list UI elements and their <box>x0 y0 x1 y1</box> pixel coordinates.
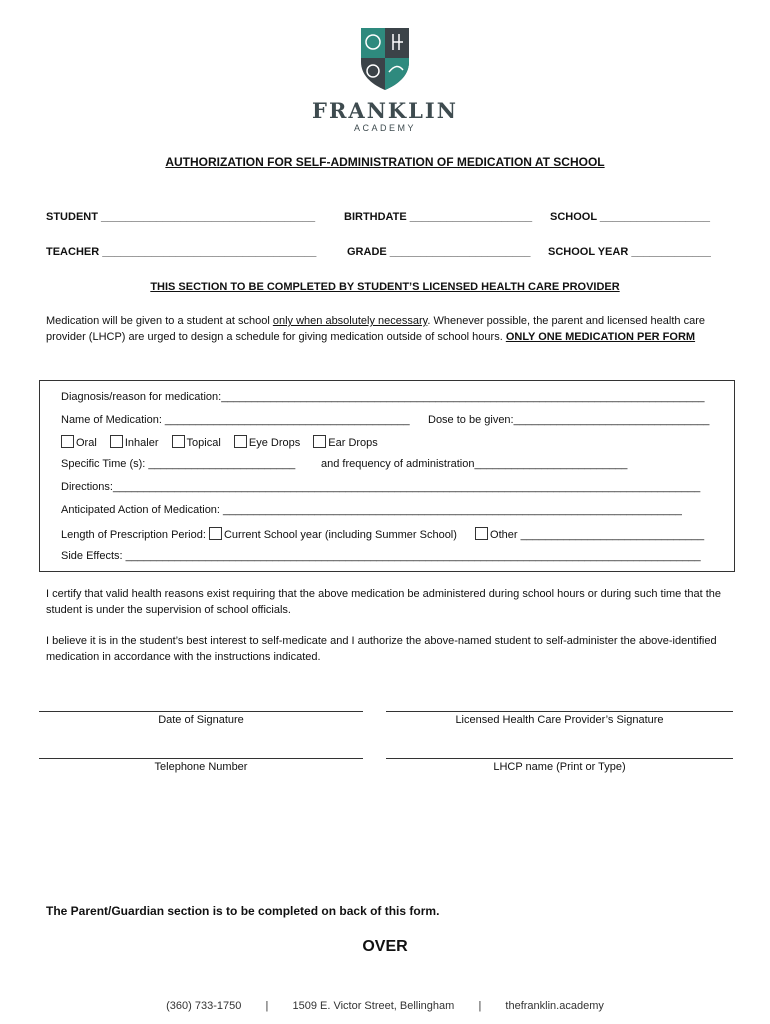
diagnosis-field[interactable]: Diagnosis/reason for medication:_______________________________________________________________________________ <box>61 391 705 403</box>
footer-address: 1509 E. Victor Street, Bellingham <box>292 1000 455 1012</box>
school-year-field[interactable]: SCHOOL YEAR _____________ <box>548 246 711 258</box>
prescription-period-row <box>61 527 704 541</box>
checkbox-icon[interactable] <box>172 435 185 448</box>
prescription-period-label: Length of Prescription Period: <box>61 529 206 541</box>
lhcp-name-line[interactable] <box>386 758 733 759</box>
school-field[interactable]: SCHOOL __________________ <box>550 211 711 223</box>
birthdate-field[interactable]: BIRTHDATE ____________________ <box>344 211 533 223</box>
teacher-field[interactable]: TEACHER ___________________________________ <box>46 246 317 258</box>
side-effects-field[interactable]: Side Effects: ______________________________________________________________________________________________ <box>61 550 701 562</box>
brand-name: FRANKLIN <box>312 98 458 123</box>
route-label: Inhaler <box>124 437 159 449</box>
telephone-line[interactable] <box>39 758 363 759</box>
footer <box>0 1000 770 1012</box>
route-label: Oral <box>76 437 97 449</box>
route-options <box>61 435 388 449</box>
intro-underlined: only when absolutely necessary <box>272 315 428 327</box>
certify-paragraph: I certify that valid health reasons exist requiring that the above medication be administered during school hours or during such time that the student is under the supervision of school officials. <box>46 588 722 616</box>
route-label: Ear Drops <box>328 437 378 449</box>
specific-time-field[interactable]: Specific Time (s): ________________________ <box>61 458 296 470</box>
date-signature-line[interactable] <box>39 711 363 712</box>
frequency-field[interactable]: and frequency of administration_________________________ <box>321 458 628 470</box>
anticipated-action-field[interactable]: Anticipated Action of Medication: ___________________________________________________________________________ <box>61 504 682 516</box>
academy-logo <box>320 24 450 95</box>
footer-phone: (360) 733-1750 <box>166 1000 242 1012</box>
lhcp-signature-line[interactable] <box>386 711 733 712</box>
footer-separator: | <box>478 1000 482 1012</box>
directions-field[interactable]: Directions:________________________________________________________________________________________________ <box>61 481 701 493</box>
route-oral[interactable] <box>61 435 97 449</box>
intro-text-2: . Whenever possible, the parent and licensed health care provider (LHCP) are urged to design a schedule for giving medication outside of school hours. <box>46 315 705 343</box>
section-heading: THIS SECTION TO BE COMPLETED BY STUDENT’S LICENSED HEALTH CARE PROVIDER <box>150 281 620 293</box>
brand-subtitle: ACADEMY <box>353 123 416 133</box>
shield-icon <box>357 24 413 92</box>
dose-field[interactable]: Dose to be given:________________________________ <box>428 414 710 426</box>
current-school-year-option[interactable]: Current School year (including Summer School) <box>223 529 457 541</box>
checkbox-icon[interactable] <box>313 435 326 448</box>
route-eye-drops[interactable] <box>234 435 300 449</box>
parent-guardian-note: The Parent/Guardian section is to be completed on back of this form. <box>46 904 440 918</box>
form-title: AUTHORIZATION FOR SELF-ADMINISTRATION OF MEDICATION AT SCHOOL <box>165 155 605 169</box>
footer-separator: | <box>265 1000 269 1012</box>
intro-text-1: Medication will be given to a student at school <box>46 315 273 327</box>
lhcp-signature-caption: Licensed Health Care Provider’s Signature <box>455 714 664 726</box>
other-period-option[interactable]: Other ______________________________ <box>490 529 705 541</box>
route-label: Eye Drops <box>248 437 301 449</box>
believe-paragraph: I believe it is in the student’s best interest to self-medicate and I authorize the above-named student to self-administer the above-identified medication in accordance with the instructions indicated. <box>46 635 717 663</box>
route-topical[interactable] <box>172 435 221 449</box>
grade-field[interactable]: GRADE _______________________ <box>347 246 531 258</box>
over-label: OVER <box>362 938 408 955</box>
route-ear-drops[interactable] <box>313 435 378 449</box>
checkbox-icon[interactable] <box>61 435 74 448</box>
student-field[interactable]: STUDENT ___________________________________ <box>46 211 316 223</box>
checkbox-icon[interactable] <box>475 527 488 540</box>
telephone-caption: Telephone Number <box>154 761 248 773</box>
checkbox-icon[interactable] <box>209 527 222 540</box>
provider-section-box <box>39 380 735 572</box>
footer-website[interactable]: thefranklin.academy <box>505 1000 604 1012</box>
intro-paragraph <box>46 313 726 345</box>
route-inhaler[interactable] <box>110 435 159 449</box>
one-medication-notice: ONLY ONE MEDICATION PER FORM <box>505 331 696 343</box>
lhcp-name-caption: LHCP name (Print or Type) <box>493 761 626 773</box>
checkbox-icon[interactable] <box>234 435 247 448</box>
medication-name-field[interactable]: Name of Medication: ________________________________________ <box>61 414 410 426</box>
date-signature-caption: Date of Signature <box>158 714 244 726</box>
checkbox-icon[interactable] <box>110 435 123 448</box>
route-label: Topical <box>186 437 221 449</box>
